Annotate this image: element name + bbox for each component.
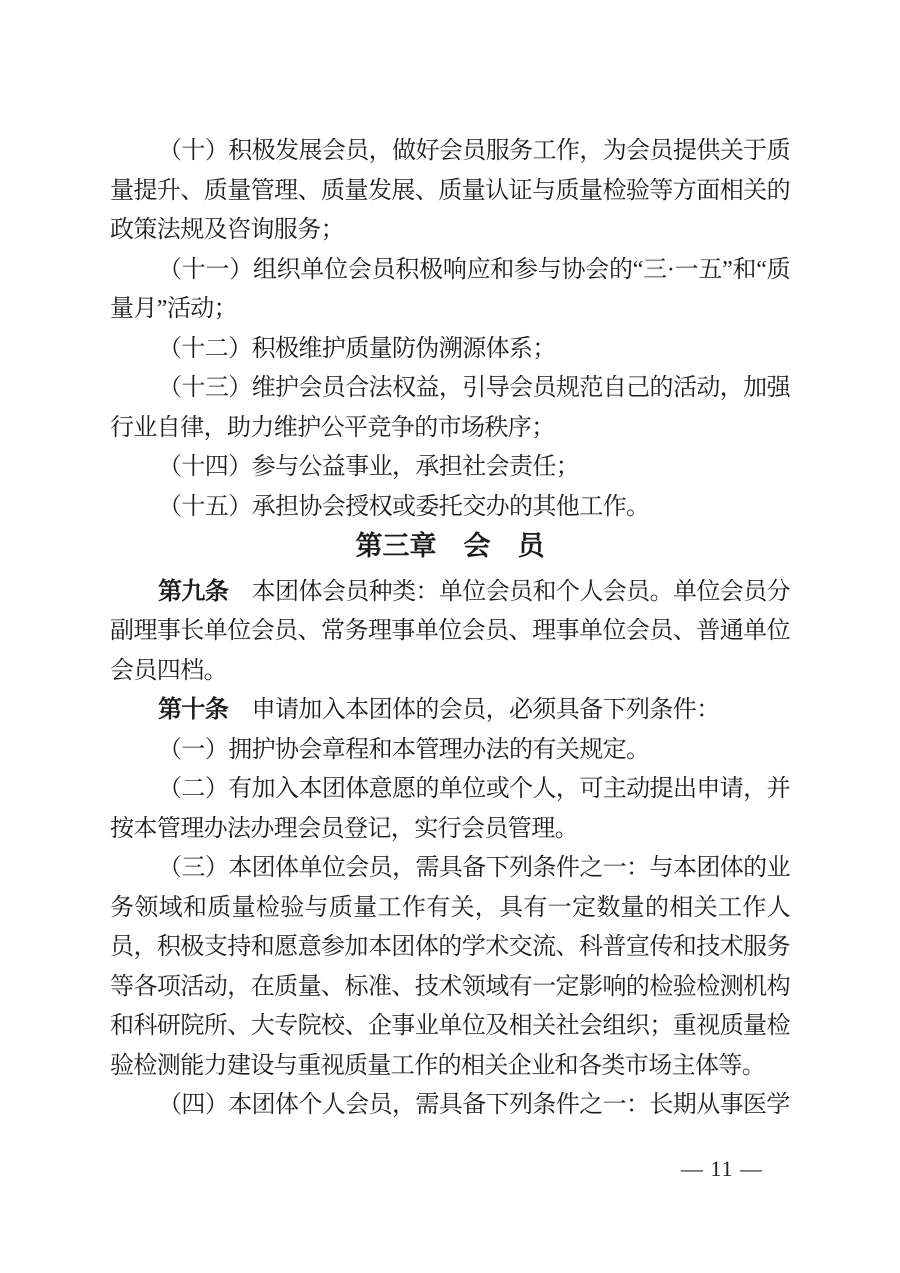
article-10-text: 申请加入本团体的会员，必须具备下列条件： bbox=[228, 697, 720, 723]
chapter-heading: 第三章 会 员 bbox=[355, 531, 545, 561]
article-10 bbox=[110, 691, 790, 731]
condition-2: （二）有加入本团体意愿的单位或个人，可主动提出申请，并按本管理办法办理会员登记，实行会员管理。 bbox=[110, 776, 790, 842]
condition-3: （三）本团体单位会员，需具备下列条件之一：与本团体的业务领域和质量检验与质量工作有关，具有一定数量的相关工作人员，积极支持和愿意参加本团体的学术交流、科普宣传和技术服务等各项活动，在质量、标准、技术领域有一定影响的检验检测机构和科研院所、大专院校、企事业单位及相关社会组织；重视质量检验检测能力建设与重视质量工作的相关企业和各类市场主体等。 bbox=[110, 855, 790, 1079]
clause-15: （十五）承担协会授权或委托交办的其他工作。 bbox=[158, 493, 650, 520]
article-9 bbox=[110, 573, 790, 692]
condition-1: （一）拥护协会章程和本管理办法的有关规定。 bbox=[158, 736, 650, 763]
condition-4: （四）本团体个人会员，需具备下列条件之一：长期从事医学 bbox=[158, 1092, 790, 1118]
article-9-text: 本团体会员种类：单位会员和个人会员。单位会员分副理事长单位会员、常务理事单位会员、理事单位会员、普通单位会员四档。 bbox=[110, 578, 790, 684]
clause-14: （十四）参与公益事业，承担社会责任； bbox=[158, 454, 580, 480]
article-9-number: 第九条 bbox=[158, 578, 229, 605]
page-number: — 11 — bbox=[680, 1156, 763, 1181]
article-10-number: 第十条 bbox=[158, 697, 229, 723]
clause-11: （十一）组织单位会员积极响应和参与协会的“三·一五”和“质量月”活动； bbox=[110, 256, 790, 322]
clause-12: （十二）积极维护质量防伪溯源体系； bbox=[158, 335, 556, 362]
clause-10: （十）积极发展会员，做好会员服务工作，为会员提供关于质量提升、质量管理、质量发展、质量认证与质量检验等方面相关的政策法规及咨询服务； bbox=[110, 138, 790, 243]
document-body bbox=[110, 132, 790, 1126]
clause-13: （十三）维护会员合法权益，引导会员规范自己的活动，加强行业自律，助力维护公平竞争的市场秩序； bbox=[110, 375, 790, 441]
